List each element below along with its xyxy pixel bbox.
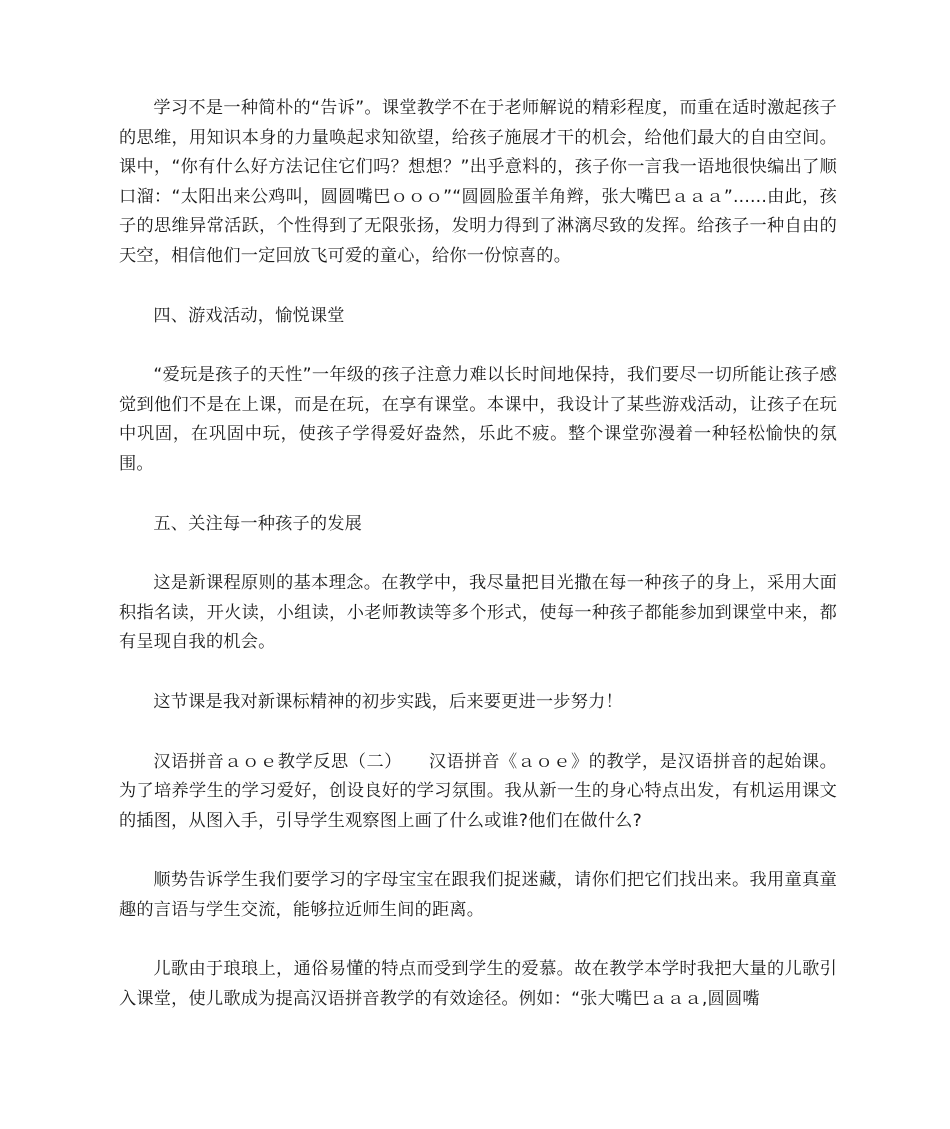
paragraph-reflection-two-intro: 汉语拼音ａｏｅ教学反思（二） 汉语拼音《ａｏｅ》的教学，是汉语拼音的起始课。为了培养学生的学习爱好，创设良好的学习氛围。我从新一生的身心特点出发，有机运用课文的插图，从图入手，引导学生观察图上画了什么或谁?他们在做什么? [119, 751, 837, 831]
paragraph-games: “爱玩是孩子的天性”一年级的孩子注意力难以长时间地保持，我们要尽一切所能让孩子感觉到他们不是在上课，而是在玩，在享有课堂。本课中，我设计了某些游戏活动，让孩子在玩中巩固，在巩固中玩，使孩子学得爱好盎然，乐此不疲。整个课堂弥漫着一种轻松愉快的氛围。 [119, 365, 837, 474]
document-page [119, 94, 837, 1015]
paragraph-hide-and-seek: 顺势告诉学生我们要学习的字母宝宝在跟我们捉迷藏，请你们把它们找出来。我用童真童趣的言语与学生交流，能够拉近师生间的距离。 [119, 870, 837, 920]
paragraph-conclusion: 这节课是我对新课标精神的初步实践，后来要更进一步努力！ [153, 691, 623, 712]
paragraph-teaching-thinking: 学习不是一种简朴的“告诉”。课堂教学不在于老师解说的精彩程度，而重在适时激起孩子的思维，用知识本身的力量唤起求知欲望，给孩子施展才干的机会，给他们最大的自由空间。课中，“你有什么好方法记住它们吗？想想？”出乎意料的，孩子你一言我一语地很快编出了顺口溜：“太阳出来公鸡叫，圆圆嘴巴ｏｏｏ”“圆圆脸蛋羊角辫，张大嘴巴ａａａ”......由此，孩子的思维异常活跃，个性得到了无限张扬，发明力得到了淋漓尽致的发挥。给孩子一种自由的天空，相信他们一定回放飞可爱的童心，给你一份惊喜的。 [119, 98, 837, 266]
paragraph-every-child: 这是新课程原则的基本理念。在教学中，我尽量把目光撒在每一种孩子的身上，采用大面积指名读，开火读，小组读，小老师教读等多个形式，使每一种孩子都能参加到课堂中来，都有呈现自我的机会。 [119, 573, 837, 653]
section-heading-every-child: 五、关注每一种孩子的发展 [153, 513, 363, 534]
section-heading-games: 四、游戏活动，愉悦课堂 [153, 305, 345, 326]
paragraph-nursery-rhymes: 儿歌由于琅琅上，通俗易懂的特点而受到学生的爱慕。故在教学本学时我把大量的儿歌引入课堂，使儿歌成为提高汉语拼音教学的有效途径。例如：“张大嘴巴ａａａ,圆圆嘴 [119, 959, 837, 1010]
